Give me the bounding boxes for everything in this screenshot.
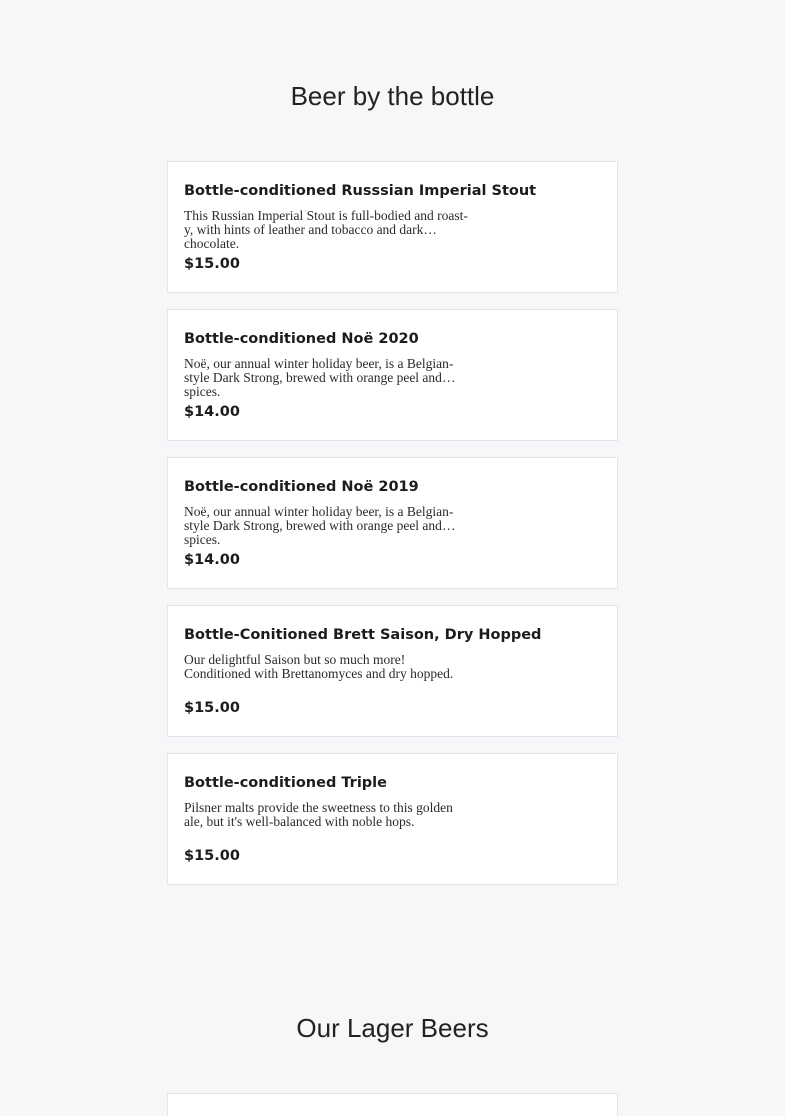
item-description: Noë, our annual winter holiday beer, is a Belgian-style Dark Strong, brewed with orange peel and spices.: [184, 356, 454, 399]
item-name: Bottle-conditioned Russsian Imperial Stout: [184, 183, 537, 199]
item-description: Our delightful Saison but so much more! Conditioned with Brettanomyces and dry hopped.: [184, 652, 454, 681]
menu-item-card[interactable]: [167, 753, 618, 885]
item-price: $15.00: [184, 700, 240, 716]
item-description: Pilsner malts provide the sweetness to this golden ale, but it's well-balanced with noble hops.: [184, 800, 453, 829]
section-title-bottles: Beer by the bottle: [290, 81, 495, 111]
menu-item-card[interactable]: [167, 1093, 618, 1116]
item-price: $14.00: [184, 404, 240, 420]
item-description: This Russian Imperial Stout is full-bodied and roast-y, with hints of leather and tobacco and dark chocolate.: [184, 208, 468, 251]
item-name: Bottle-conditioned Triple: [184, 775, 387, 791]
item-name: Bottle-conditioned Noë 2020: [184, 331, 419, 347]
item-price: $15.00: [184, 256, 240, 272]
menu-item-card[interactable]: [167, 605, 618, 737]
menu-item-card[interactable]: [167, 309, 618, 441]
item-price: $14.00: [184, 552, 240, 568]
item-name: Bottle-conditioned Noë 2019: [184, 479, 419, 495]
item-name: Bottle-Conitioned Brett Saison, Dry Hopped: [184, 627, 542, 643]
item-price: $15.00: [184, 848, 240, 864]
menu-item-card[interactable]: [167, 457, 618, 589]
item-description: Noë, our annual winter holiday beer, is a Belgian-style Dark Strong, brewed with orange peel and spices.: [184, 504, 454, 547]
menu-item-card[interactable]: [167, 161, 618, 293]
section-title-lagers: Our Lager Beers: [296, 1013, 489, 1043]
